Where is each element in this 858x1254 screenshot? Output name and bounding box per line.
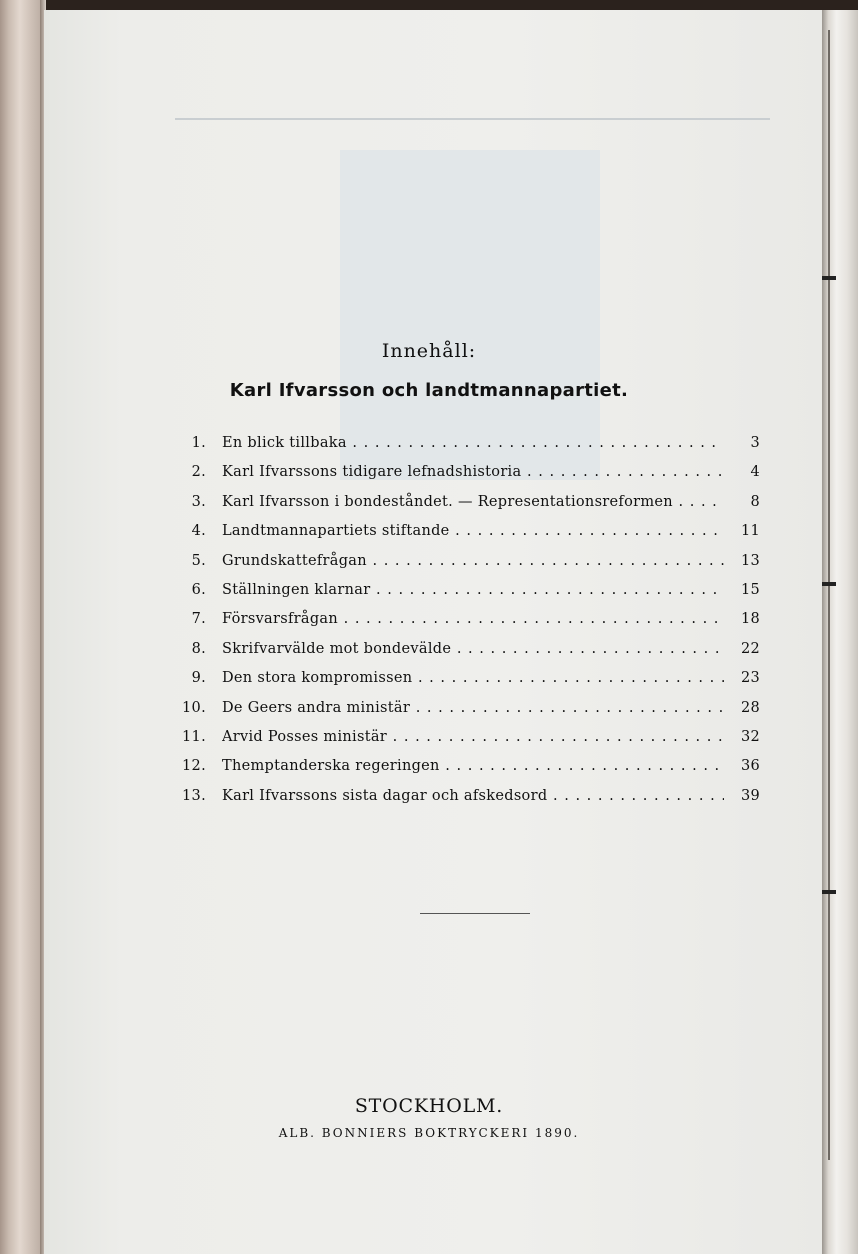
- toc-entry: [178, 606, 768, 635]
- toc-entry-page: 22: [740, 640, 760, 657]
- toc-entry: [178, 695, 768, 724]
- toc-entry-title: Karl Ifvarssons sista dagar och afskedsord . . .: [222, 783, 724, 809]
- toc-entry: [178, 724, 768, 753]
- toc-entry-title: Themptanderska regeringen . . .: [222, 753, 724, 779]
- toc-entry: [178, 518, 768, 547]
- toc-entry-number: 8.: [191, 640, 206, 657]
- toc-entry-title: Skrifvarvälde mot bondevälde . . .: [222, 636, 724, 662]
- toc-entry-page: 13: [740, 552, 760, 569]
- show-through-rule: [175, 118, 770, 120]
- toc-entry: [178, 430, 768, 459]
- toc-entry-page: 18: [740, 611, 760, 628]
- toc-entry-page: 8: [750, 493, 760, 510]
- toc-entry: [178, 459, 768, 488]
- toc-entry-page: 28: [740, 699, 760, 716]
- toc-entry-number: 12.: [182, 758, 206, 775]
- toc-entry-title: Försvarsfrågan . . .: [222, 606, 724, 632]
- toc-entry-page: 15: [740, 581, 760, 598]
- toc-entry-title: Arvid Posses ministär . . .: [222, 724, 724, 750]
- toc-entry: [178, 548, 768, 577]
- toc-entry-title: Karl Ifvarssons tidigare lefnadshistoria . . .: [222, 459, 724, 485]
- toc-entry-page: 39: [740, 787, 760, 804]
- table-of-contents: [178, 430, 768, 812]
- toc-heading: Innehåll:: [381, 340, 477, 362]
- toc-entry-number: 9.: [191, 670, 206, 687]
- toc-entry-number: 11.: [182, 728, 206, 745]
- edge-notch: [822, 276, 836, 280]
- toc-subtitle: Karl Ifvarsson och landtmannapartiet.: [229, 380, 629, 401]
- toc-entry-number: 4.: [191, 523, 206, 540]
- toc-entry-number: 2.: [191, 464, 206, 481]
- toc-entry-page: 11: [740, 523, 760, 540]
- toc-entry-title: Landtmannapartiets stiftande . . .: [222, 518, 724, 544]
- toc-entry: [178, 489, 768, 518]
- toc-entry-title: Grundskattefrågan . . .: [222, 548, 724, 574]
- toc-entry-title: Karl Ifvarsson i bondeståndet. — Representationsreformen . . .: [222, 489, 724, 515]
- toc-entry: [178, 636, 768, 665]
- toc-entry: [178, 577, 768, 606]
- toc-entry-page: 3: [750, 435, 760, 451]
- toc-entry-title: En blick tillbaka . . .: [222, 430, 724, 456]
- toc-entry-number: 13.: [182, 787, 206, 804]
- toc-entry-title: Ställningen klarnar . . .: [222, 577, 724, 603]
- fore-edge-line: [828, 30, 830, 1160]
- toc-entry-number: 6.: [191, 581, 206, 598]
- edge-notch: [822, 582, 836, 586]
- book-binding: [0, 0, 44, 1254]
- toc-entry: [178, 665, 768, 694]
- toc-entry-page: 4: [750, 464, 760, 481]
- imprint-city: STOCKHOLM.: [354, 1095, 504, 1117]
- imprint-printer: ALB. BONNIERS BOKTRYCKERI 1890.: [278, 1126, 580, 1140]
- toc-entry: [178, 753, 768, 782]
- toc-entry-page: 32: [740, 728, 760, 745]
- toc-entry-title: Den stora kompromissen . . .: [222, 665, 724, 691]
- divider-rule: [420, 913, 530, 914]
- toc-entry-number: 7.: [191, 611, 206, 628]
- toc-entry-number: 3.: [191, 493, 206, 510]
- edge-notch: [822, 890, 836, 894]
- toc-entry-number: 1.: [191, 435, 206, 451]
- toc-entry-page: 23: [740, 670, 760, 687]
- toc-entry-number: 10.: [182, 699, 206, 716]
- toc-entry-number: 5.: [191, 552, 206, 569]
- toc-entry-page: 36: [740, 758, 760, 775]
- toc-entry: [178, 783, 768, 812]
- toc-entry-title: De Geers andra ministär . . .: [222, 695, 724, 721]
